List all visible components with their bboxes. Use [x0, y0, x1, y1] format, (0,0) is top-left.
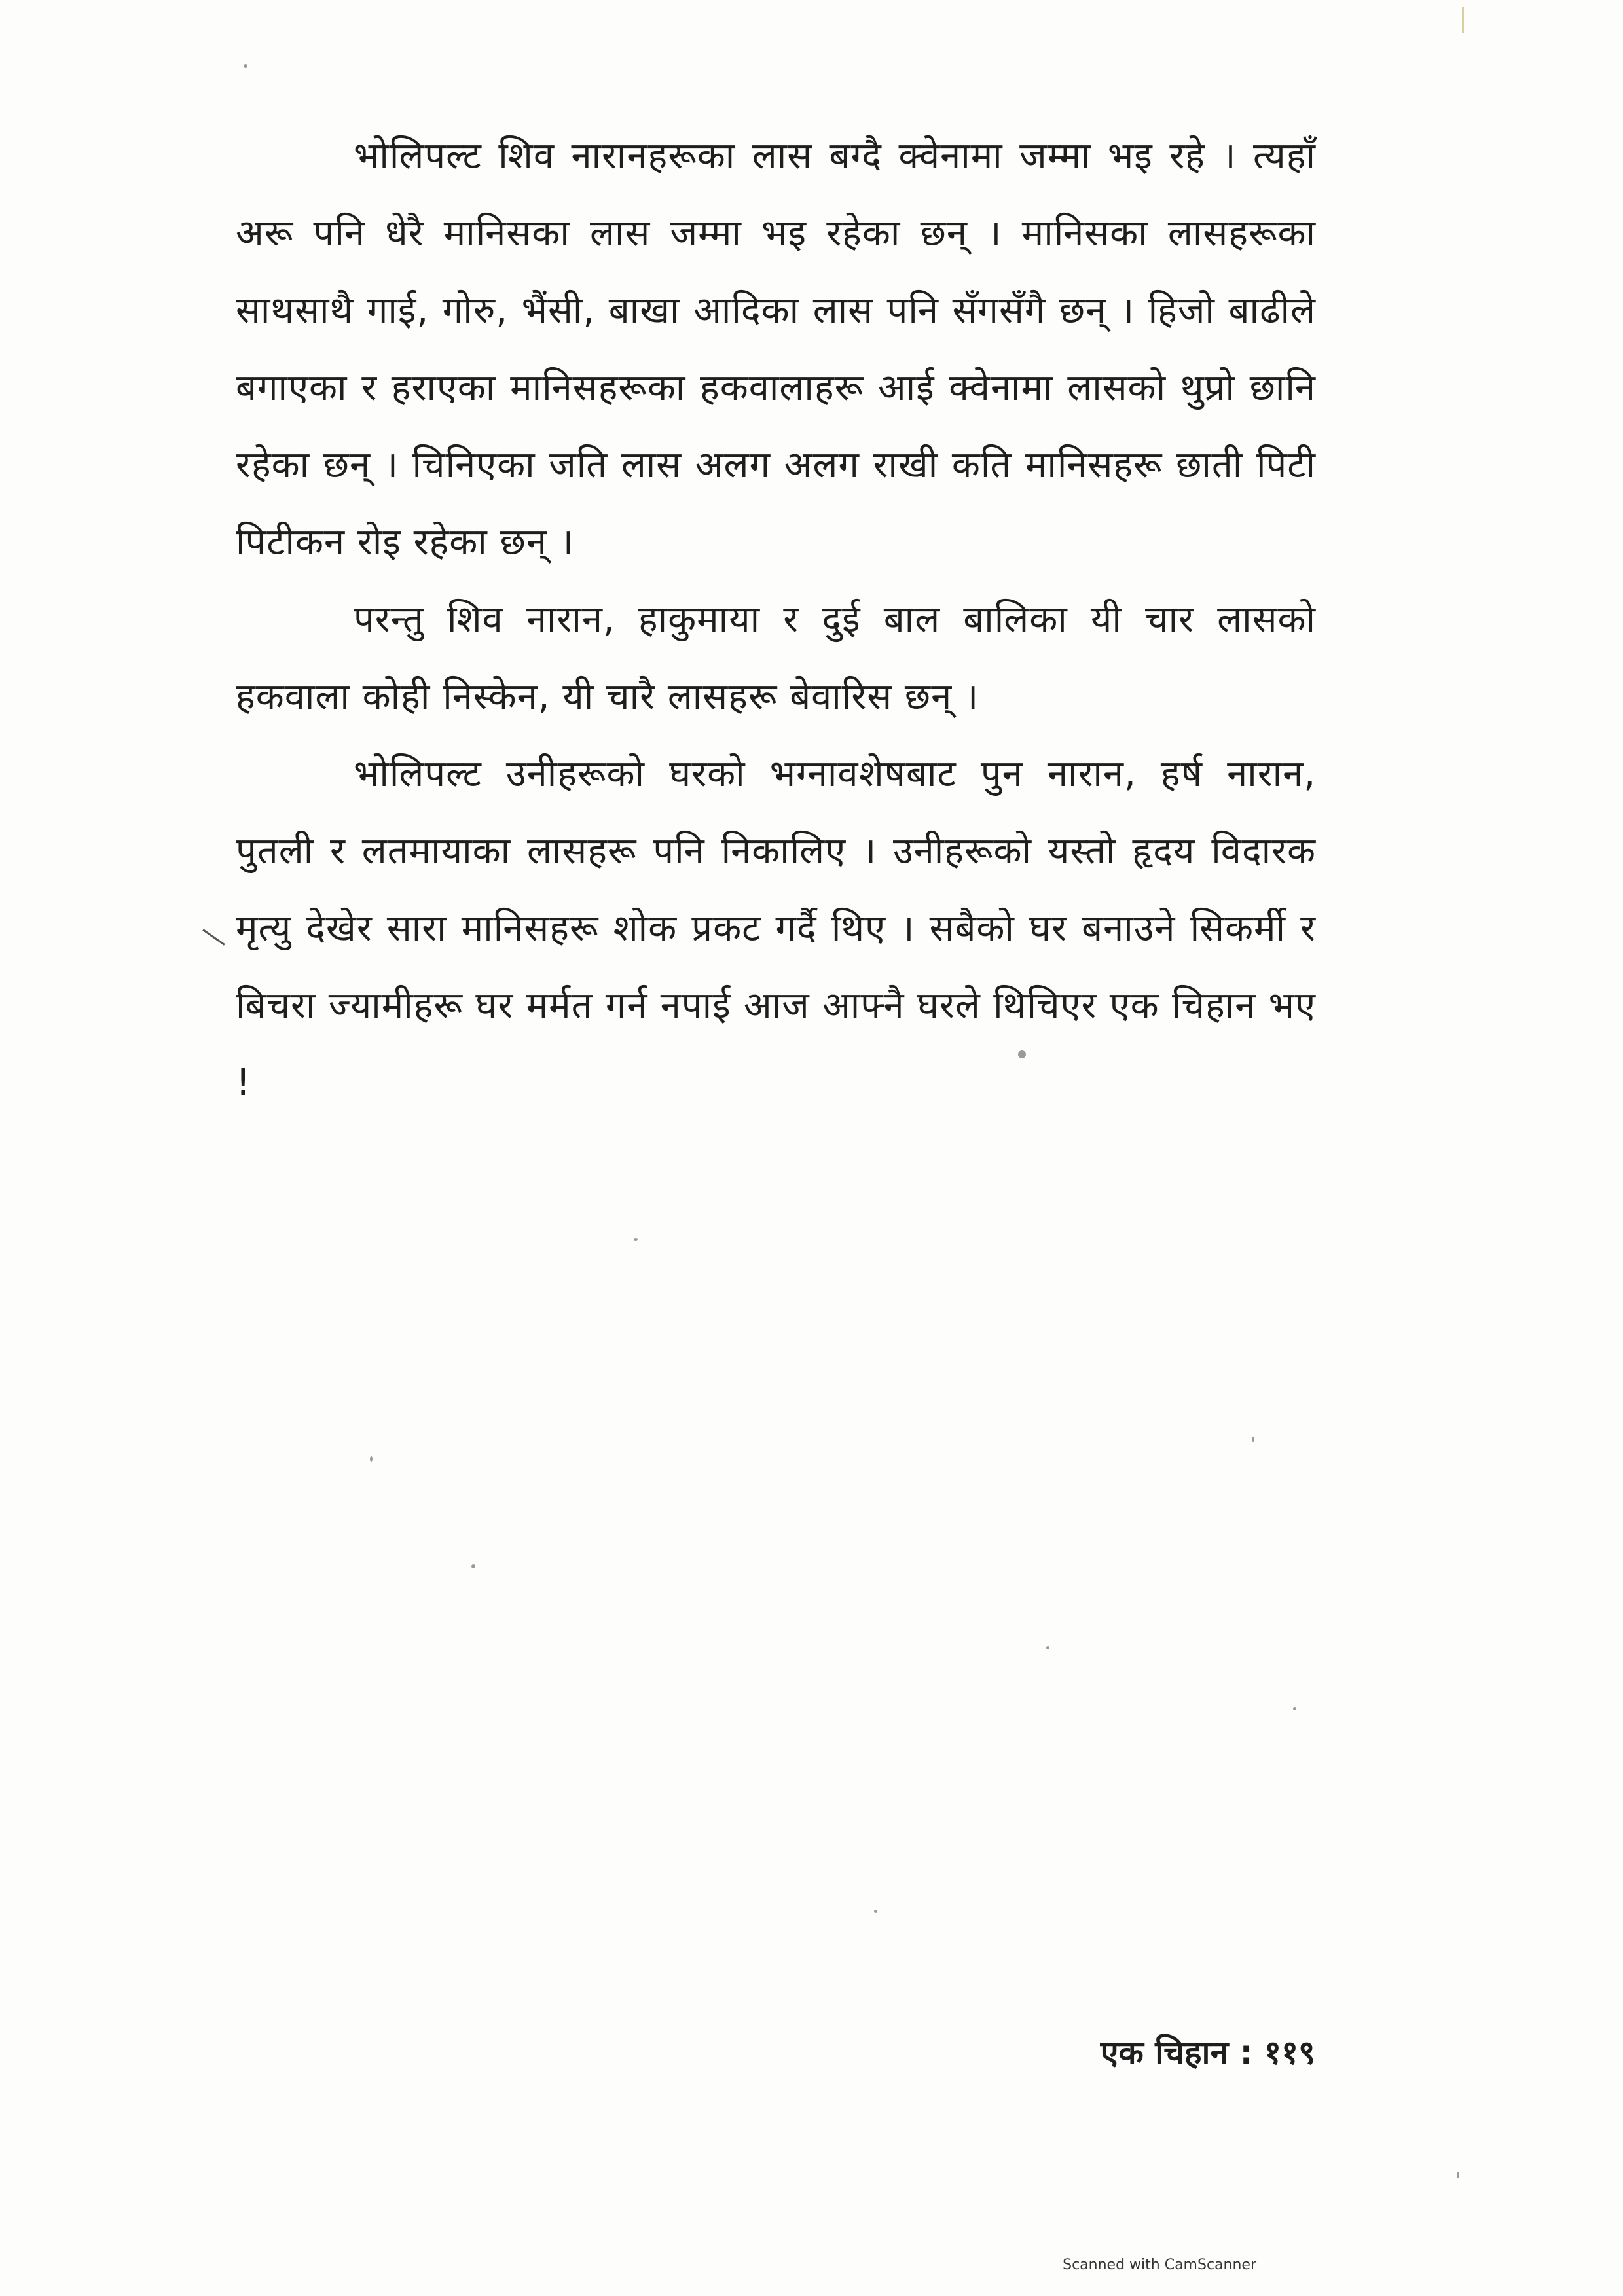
scan-speck — [471, 1564, 475, 1568]
paragraph-1: भोलिपल्ट शिव नारानहरूका लास बग्दै क्वेनामा जम्मा भइ रहे । त्यहाँ अरू पनि धेरै मानिसका लास जम्मा भइ रहेका छन् । मानिसका लासहरूका साथसाथै गाई, गोरु, भैंसी, बाखा आदिका लास पनि सँगसँगै छन् । हिजो बाढीले बगाएका र हराएका मानिसहरूका हकवालाहरू आई क्वेनामा लासको थुप्रो छानि रहेका छन् । चिनिएका जति लास अलग अलग राखी कति मानिसहरू छाती पिटी पिटीकन रोइ रहेका छन् । — [236, 135, 1316, 564]
scan-speck — [1457, 2172, 1459, 2178]
pen-stroke-mark — [202, 929, 225, 945]
scanner-watermark: Scanned with CamScanner — [1063, 2257, 1256, 2273]
scan-speck — [370, 1456, 373, 1462]
scan-speck — [874, 1910, 877, 1913]
page-footer: एक चिहान : ११९ — [1100, 2034, 1315, 2072]
paragraph-3: भोलिपल्ट उनीहरूको घरको भग्नावशेषबाट पुन नारान, हर्ष नारान, पुतली र लतमायाका लासहरू पनि निकालिए । उनीहरूको यस्तो हृदय विदारक मृत्यु देखेर सारा मानिसहरू शोक प्रकट गर्दै थिए । सबैको घर बनाउने सिकर्मी र बिचरा ज्यामीहरू घर मर्मत गर्न नपाई आज आफ्नै घरले थिचिएर एक चिहान भए ! — [236, 753, 1316, 1104]
scan-speck — [1293, 1707, 1296, 1710]
scan-speck — [634, 1238, 638, 1241]
page-edge-mark — [1462, 7, 1464, 33]
scan-speck — [1018, 1050, 1026, 1058]
scan-speck — [244, 64, 247, 68]
story-text — [236, 118, 1316, 1122]
paragraph-2: परन्तु शिव नारान, हाकुमाया र दुई बाल बालिका यी चार लासको हकवाला कोही निस्केन, यी चारै लासहरू बेवारिस छन् । — [236, 598, 1316, 718]
scan-speck — [1046, 1646, 1049, 1649]
scan-speck — [1252, 1437, 1254, 1442]
